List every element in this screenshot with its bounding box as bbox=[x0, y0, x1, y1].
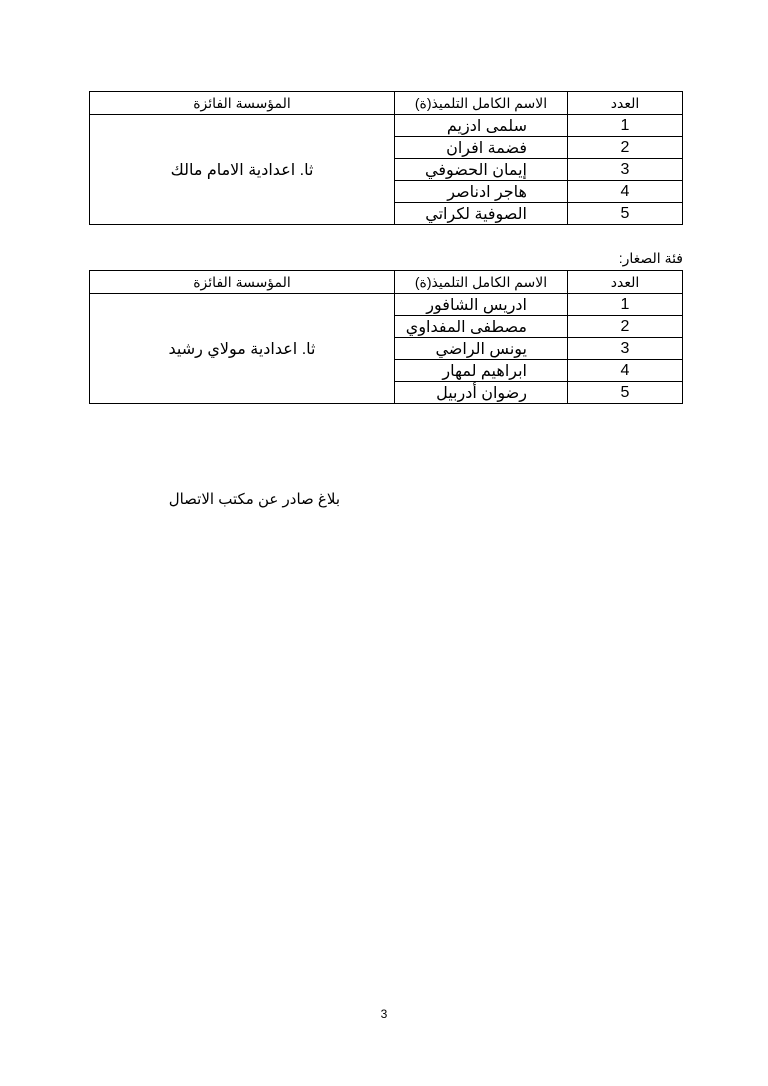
row-number: 3 bbox=[568, 338, 683, 360]
winning-institution: ثا. اعدادية الامام مالك bbox=[90, 115, 395, 225]
student-name: هاجر ادناصر bbox=[395, 181, 568, 203]
row-number: 5 bbox=[568, 203, 683, 225]
row-number: 2 bbox=[568, 316, 683, 338]
student-name: مصطفى المفداوي bbox=[395, 316, 568, 338]
page-number: 3 bbox=[380, 1007, 388, 1021]
header-institution: المؤسسة الفائزة bbox=[90, 271, 395, 294]
student-name: يونس الراضي bbox=[395, 338, 568, 360]
student-name: الصوفية لكراتي bbox=[395, 203, 568, 225]
row-number: 4 bbox=[568, 181, 683, 203]
winning-institution: ثا. اعدادية مولاي رشيد bbox=[90, 294, 395, 404]
header-institution: المؤسسة الفائزة bbox=[90, 92, 395, 115]
table-row bbox=[90, 115, 683, 137]
category-label: فئة الصغار: bbox=[618, 250, 683, 266]
student-name: سلمى ادزيم bbox=[395, 115, 568, 137]
header-number: العدد bbox=[568, 92, 683, 115]
student-name: رضوان أدربيل bbox=[395, 382, 568, 404]
row-number: 1 bbox=[568, 294, 683, 316]
row-number: 2 bbox=[568, 137, 683, 159]
results-table-2 bbox=[89, 270, 683, 404]
student-name: فضمة افران bbox=[395, 137, 568, 159]
table-header-row bbox=[90, 271, 683, 294]
header-student-name: الاسم الكامل التلميذ(ة) bbox=[395, 271, 568, 294]
table-header-row bbox=[90, 92, 683, 115]
header-number: العدد bbox=[568, 271, 683, 294]
table-row bbox=[90, 294, 683, 316]
student-name: ابراهيم لمهار bbox=[395, 360, 568, 382]
notice-text: بلاغ صادر عن مكتب الاتصال bbox=[168, 491, 340, 508]
row-number: 1 bbox=[568, 115, 683, 137]
results-table-1 bbox=[89, 91, 683, 225]
student-name: ادريس الشافور bbox=[395, 294, 568, 316]
row-number: 3 bbox=[568, 159, 683, 181]
row-number: 4 bbox=[568, 360, 683, 382]
row-number: 5 bbox=[568, 382, 683, 404]
header-student-name: الاسم الكامل التلميذ(ة) bbox=[395, 92, 568, 115]
student-name: إيمان الحضوفي bbox=[395, 159, 568, 181]
